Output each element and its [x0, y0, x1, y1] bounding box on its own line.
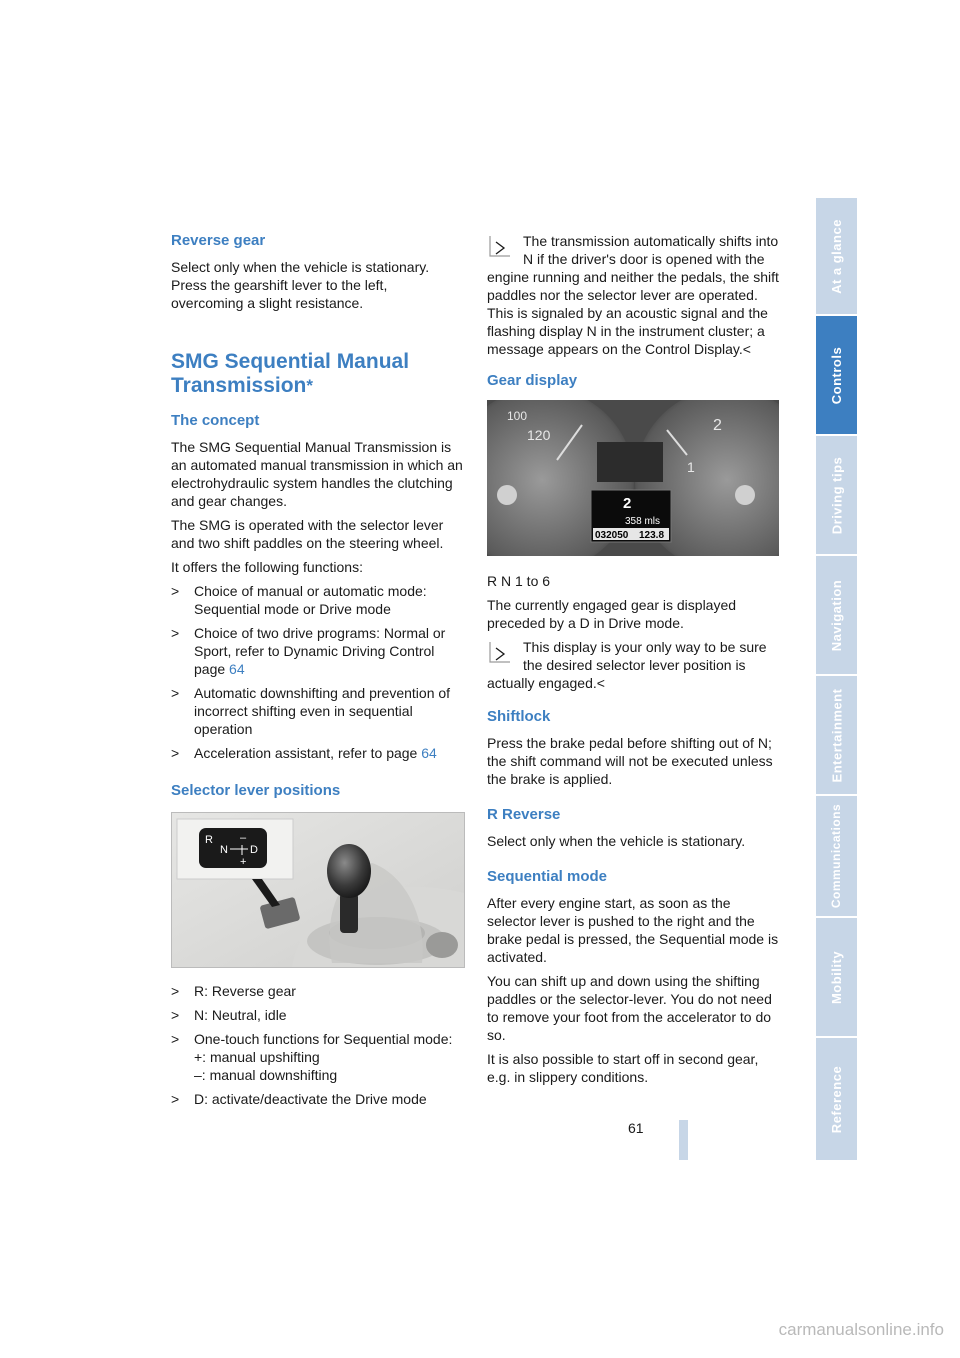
cluster-range: 358 mls: [625, 516, 661, 527]
page-link[interactable]: 64: [229, 661, 245, 677]
sequential-mode-heading: Sequential mode: [487, 868, 608, 885]
tab-controls[interactable]: Controls: [816, 316, 857, 434]
list-item: > Acceleration assistant, refer to page 64: [171, 745, 437, 761]
tab-navigation[interactable]: Navigation: [816, 556, 857, 674]
smg-section-title: SMG Sequential Manual Transmission*: [171, 350, 410, 397]
list-item: > N: Neutral, idle: [171, 1007, 287, 1023]
note-only-way: This display is your only way to be sure the desired selector lever position is actually engaged.<: [487, 639, 767, 691]
r-reverse-heading: R Reverse: [487, 806, 561, 823]
page-number-bar: [679, 1120, 688, 1160]
tab-reference[interactable]: Reference: [816, 1038, 857, 1160]
selector-label-r: R: [205, 834, 213, 846]
sequential-paragraph-1: After every engine start, as soon as the selector lever is pushed to the right and the brake pedal is pressed, the Sequential mode is activated.: [487, 895, 779, 965]
list-item: > R: Reverse gear: [171, 983, 296, 999]
page-link[interactable]: 64: [421, 745, 437, 761]
note-triangle-icon: [487, 234, 513, 258]
cluster-odometer: 032050: [595, 530, 629, 541]
cluster-tick-2: 2: [713, 417, 722, 434]
cluster-tick-100: 100: [507, 409, 528, 423]
selector-lever-heading: Selector lever positions: [171, 782, 341, 799]
shiftlock-text: Press the brake pedal before shifting out of N; the shift command will not be executed unless the brake is applied.: [487, 735, 773, 787]
concept-paragraph-2: The SMG is operated with the selector lever and two shift paddles on the steering wheel.: [171, 517, 444, 551]
reverse-gear-heading: Reverse gear: [171, 232, 266, 249]
tab-at-a-glance[interactable]: At a glance: [816, 198, 857, 314]
list-item: > One-touch functions for Sequential mode: +: manual upshifting –: manual downshifting: [171, 1031, 453, 1083]
positions-list: [171, 982, 463, 1108]
sequential-paragraph-3: It is also possible to start off in second gear, e.g. in slippery conditions.: [487, 1051, 759, 1085]
concept-paragraph-1: The SMG Sequential Manual Transmission is an automated manual transmission in which an electrohydraulic system handles the clutching and gear changes.: [171, 439, 463, 509]
left-column: [171, 232, 463, 1114]
cluster-tick-120: 120: [527, 427, 551, 443]
watermark: carmanualsonline.info: [778, 1320, 944, 1339]
gear-list: R N 1 to 6: [487, 573, 551, 589]
selector-label-minus: –: [240, 832, 247, 844]
cluster-gear: 2: [623, 495, 632, 512]
concept-heading: The concept: [171, 412, 260, 429]
instrument-cluster-image: [487, 400, 779, 556]
concept-paragraph-3: It offers the following functions:: [171, 559, 363, 575]
note-auto-neutral: The transmission automatically shifts into N if the driver's door is opened with the engine running and neither the pedals, the shift paddles nor the selector lever are operated. This is signaled by an acoustic signal and the flashing display N in the instrument cluster; a message appears on the Control Display.<: [487, 233, 779, 357]
tab-driving-tips[interactable]: Driving tips: [816, 436, 857, 554]
note-triangle-icon: [487, 640, 513, 664]
sequential-paragraph-2: You can shift up and down using the shifting paddles or the selector-lever. You do not need to remove your foot from the accelerator to do so.: [487, 973, 772, 1043]
shiftlock-heading: Shiftlock: [487, 708, 551, 725]
list-item: > D: activate/deactivate the Drive mode: [171, 1091, 427, 1107]
gear-display-heading: Gear display: [487, 372, 578, 389]
gear-text: The currently engaged gear is displayed preceded by a D in Drive mode.: [487, 597, 737, 631]
right-column: [487, 232, 779, 1092]
r-reverse-text: Select only when the vehicle is stationary.: [487, 833, 746, 849]
selector-label-d: D: [250, 844, 258, 856]
page-number: 61: [628, 1120, 644, 1136]
tab-communications[interactable]: Communications: [816, 796, 857, 916]
list-item: > Choice of two drive programs: Normal or Sport, refer to Dynamic Driving Control page 64: [171, 625, 446, 677]
selector-label-plus: +: [240, 856, 247, 868]
list-item: > Choice of manual or automatic mode: Sequential mode or Drive mode: [171, 583, 427, 617]
cluster-trip: 123.8: [639, 530, 665, 541]
selector-lever-illustration: [171, 812, 465, 968]
cluster-tick-1: 1: [687, 459, 695, 475]
tab-entertainment[interactable]: Entertainment: [816, 676, 857, 794]
list-item: > Automatic downshifting and prevention of incorrect shifting even in sequential operation: [171, 685, 451, 737]
functions-list: [171, 582, 463, 762]
reverse-gear-text: Select only when the vehicle is stationary. Press the gearshift lever to the left, overcoming a slight resistance.: [171, 259, 430, 311]
tab-mobility[interactable]: Mobility: [816, 918, 857, 1036]
selector-label-n: N: [220, 844, 228, 856]
